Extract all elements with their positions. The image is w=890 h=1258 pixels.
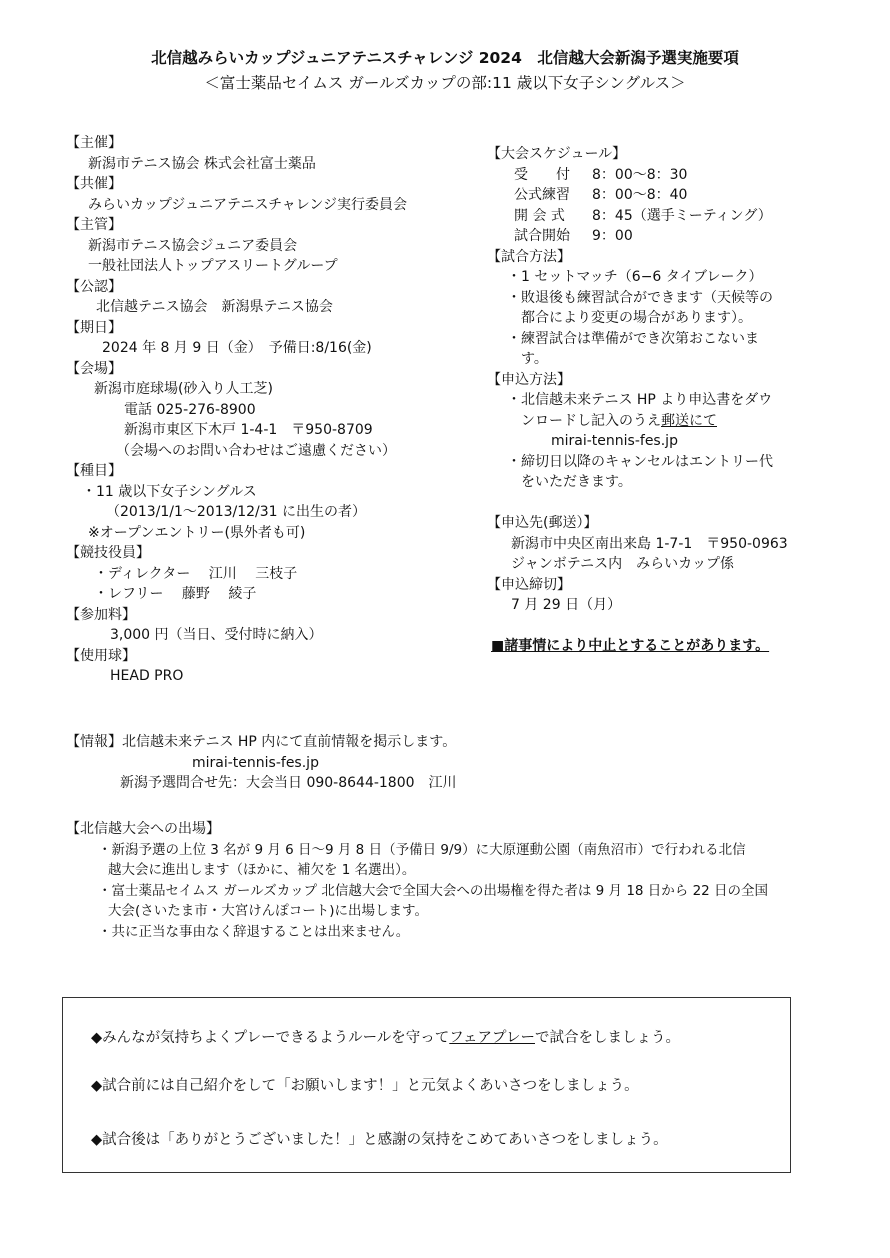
manners-line-3: ◆試合後は「ありがとうございました！」と感謝の気持をこめてあいさつをしましょう。 <box>91 1132 668 1148</box>
schedule-time: 8：00～8：40 <box>592 187 688 203</box>
organizer-heading: 【主催】 <box>66 135 122 151</box>
schedule-time: 8：00～8：30 <box>592 166 688 183</box>
organizer-value: 新潟市テニス協会 株式会社富士薬品 <box>88 155 316 172</box>
deadline-value: 7 月 29 日（月） <box>511 597 622 613</box>
manners-line-1 <box>91 1026 680 1047</box>
hokushinetsu-item-2b: 大会(さいたま市・大宮けんぽコート)に出場します。 <box>108 903 428 919</box>
schedule-time: 8：45（選手ミーティング） <box>592 207 772 224</box>
approval-heading: 【公認】 <box>66 278 122 295</box>
method-item-3a: ・練習試合は準備ができ次第おこないま <box>507 330 759 347</box>
right-column <box>487 144 817 657</box>
hokushinetsu-item-1b: 越大会に進出します（ほかに、補欠を 1 名選出）。 <box>108 862 416 878</box>
ball-value: HEAD PRO <box>110 668 184 684</box>
venue-name: 新潟市庭球場(砂入り人工芝) <box>94 381 273 397</box>
apply-item-1a: ・北信越未来テニス HP より申込書をダウ <box>507 392 773 408</box>
cohost-heading: 【共催】 <box>66 176 122 192</box>
hokushinetsu-item-3: ・共に正当な事由なく辞退することは出来ません。 <box>98 923 410 940</box>
schedule-time: 9：00 <box>592 228 633 244</box>
address-line-2: ジャンボテニス内 みらいカップ係 <box>511 556 735 572</box>
deadline-heading: 【申込締切】 <box>487 576 571 593</box>
schedule-label: 公式練習 <box>514 187 570 203</box>
apply-item-1b-text: ンロードし記入のうえ <box>521 412 661 429</box>
cohost-value: みらいカップジュニアテニスチャレンジ実行委員会 <box>88 196 408 213</box>
address-line-1: 新潟市中央区南出来島 1-7-1 〒950-0963 <box>511 535 788 552</box>
manners-line-1-pre: ◆みんなが気持ちよくプレーできるようルールを守って <box>91 1030 450 1046</box>
left-column <box>66 133 476 687</box>
info-block <box>66 732 766 794</box>
info-contact: 新潟予選問合せ先：大会当日 090-8644-1800 江川 <box>120 775 457 791</box>
apply-url[interactable]: mirai-tennis-fes.jp <box>551 433 678 449</box>
date-value: 2024 年 8 月 9 日（金） 予備日:8/16(金) <box>102 340 372 356</box>
schedule-heading: 【大会スケジュール】 <box>487 146 627 162</box>
venue-address: 新潟市東区下木戸 1-4-1 〒950-8709 <box>124 422 373 438</box>
fee-heading: 【参加料】 <box>66 606 136 623</box>
apply-item-2a: ・締切日以降のキャンセルはエントリー代 <box>507 453 773 470</box>
manager-value-2: 一般社団法人トップアスリートグループ <box>88 258 338 274</box>
spacer <box>487 616 817 637</box>
spacer <box>487 493 817 514</box>
schedule-label: 試合開始 <box>514 228 570 244</box>
schedule-row <box>487 165 817 186</box>
director: ・ディレクター 江川 三枝子 <box>94 565 298 582</box>
schedule-row <box>487 226 817 247</box>
method-item-2a: ・敗退後も練習試合ができます（天候等の <box>507 289 773 306</box>
address-heading: 【申込先(郵送）】 <box>487 515 598 531</box>
schedule-row <box>487 185 817 206</box>
method-item-2b: 都合により変更の場合があります）。 <box>521 310 752 326</box>
hokushinetsu-heading: 【北信越大会への出場】 <box>66 821 220 837</box>
cancellation-notice: ■諸事情により中止とすることがあります。 <box>491 638 770 654</box>
fee-value: 3,000 円（当日、受付時に納入） <box>110 627 323 643</box>
method-item-3b: す。 <box>521 351 548 367</box>
officials-heading: 【競技役員】 <box>66 545 150 561</box>
apply-heading: 【申込方法】 <box>487 371 571 388</box>
document-title: 北信越みらいカップジュニアテニスチャレンジ 2024 北信越大会新潟予選実施要項 <box>151 49 739 67</box>
venue-heading: 【会場】 <box>66 360 122 377</box>
schedule-label: 開 会 式 <box>514 207 565 224</box>
document-subtitle: ＜富士薬品セイムス ガールズカップの部:11 歳以下女子シングルス＞ <box>204 74 686 92</box>
approval-value: 北信越テニス協会 新潟県テニス協会 <box>96 299 333 315</box>
info-url[interactable]: mirai-tennis-fes.jp <box>192 754 319 771</box>
schedule-row <box>487 206 817 227</box>
manners-line-2: ◆試合前には自己紹介をして「お願いします！」と元気よくあいさつをしましょう。 <box>91 1078 639 1094</box>
schedule-label: 受 付 <box>514 166 570 183</box>
fair-play: フェアプレー <box>449 1030 535 1046</box>
event-open-entry: ※オープンエントリー(県外者も可) <box>88 524 306 541</box>
event-birth: （2013/1/1～2013/12/31 に出生の者） <box>106 504 367 520</box>
ball-heading: 【使用球】 <box>66 647 136 664</box>
hokushinetsu-item-1a: ・新潟予選の上位 3 名が 9 月 6 日～9 月 8 日（予備日 9/9）に大原運動公園（南魚沼市）で行われる北信 <box>98 841 746 858</box>
method-item-1: ・1 セットマッチ（6−6 タイブレーク） <box>507 269 763 285</box>
hokushinetsu-block <box>66 819 846 942</box>
hokushinetsu-item-2a: ・富士薬品セイムス ガールズカップ 北信越大会で全国大会への出場権を得た者は 9 月 18 日から 22 日の全国 <box>98 882 769 899</box>
referee: ・レフリー 藤野 綾子 <box>94 586 257 602</box>
apply-item-2b: をいただきます。 <box>521 474 632 490</box>
event-heading: 【種目】 <box>66 463 122 479</box>
apply-by-mail: 郵送にて <box>661 412 717 429</box>
manners-box <box>62 997 791 1173</box>
manager-value-1: 新潟市テニス協会ジュニア委員会 <box>88 237 298 254</box>
apply-item-1b <box>487 411 817 432</box>
manners-line-1-post: で試合をしましょう。 <box>534 1030 680 1046</box>
event-value: ・11 歳以下女子シングルス <box>82 483 257 500</box>
venue-tel: 電話 025-276-8900 <box>124 401 256 418</box>
method-heading: 【試合方法】 <box>487 248 571 265</box>
info-line: 【情報】北信越未来テニス HP 内にて直前情報を掲示します。 <box>66 734 457 750</box>
manager-heading: 【主管】 <box>66 217 122 233</box>
venue-note: （会場へのお問い合わせはご遠慮ください） <box>116 442 396 459</box>
date-heading: 【期日】 <box>66 319 122 336</box>
